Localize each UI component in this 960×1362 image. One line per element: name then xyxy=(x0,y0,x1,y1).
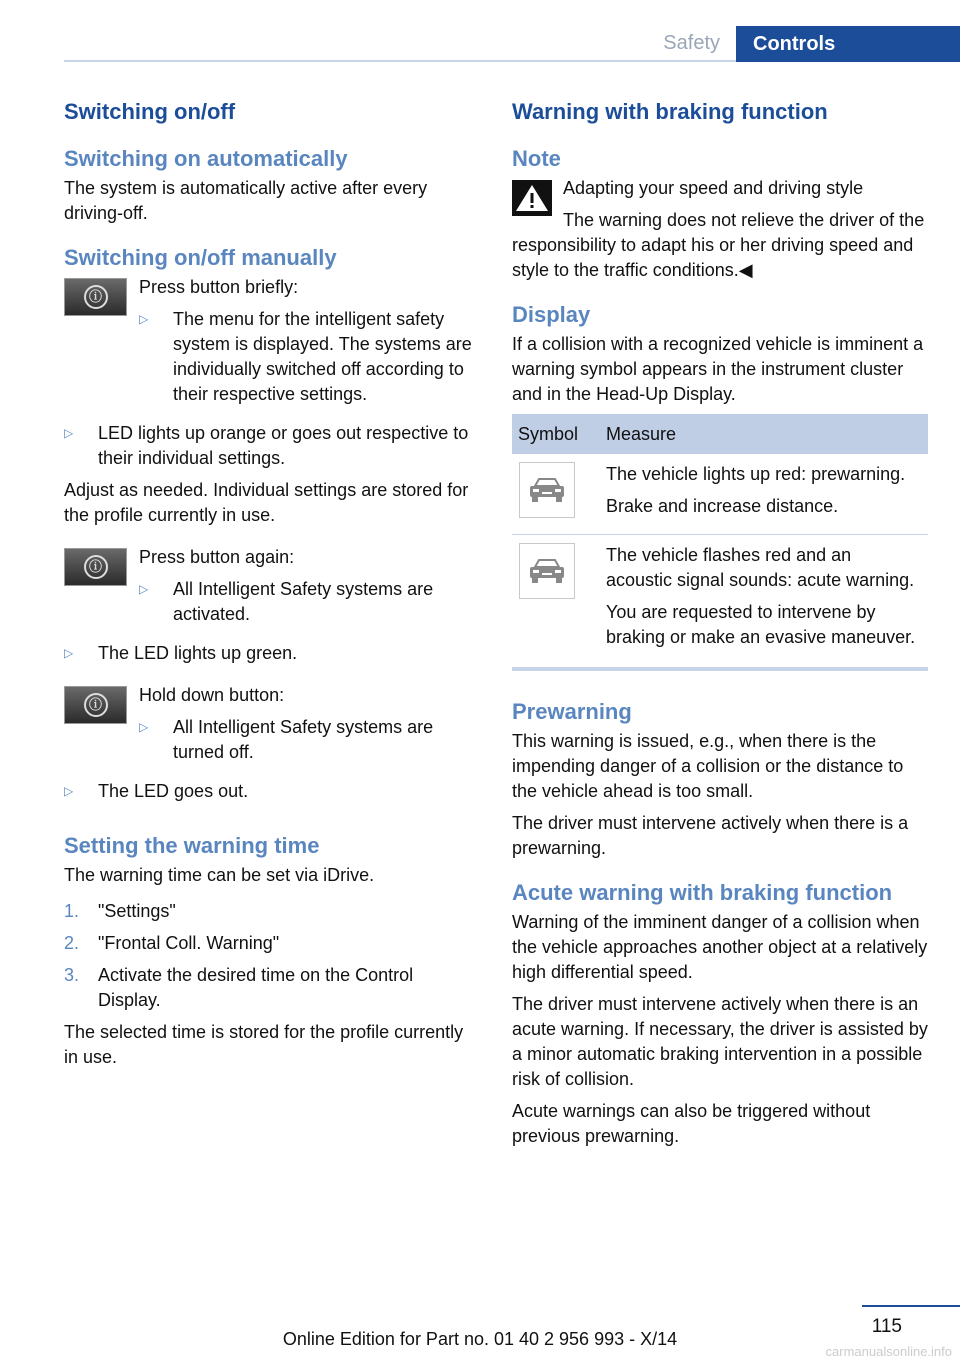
hold-down-label: Hold down button: xyxy=(139,685,285,705)
list-item: ▷ The menu for the intelligent safety system is displayed. The systems are individually switched off according to their respective settings. xyxy=(139,307,480,407)
press-again-label: Press button again: xyxy=(139,547,295,567)
warning-time-text: The warning time can be set via iDrive. xyxy=(64,865,375,885)
car-front-icon xyxy=(519,543,575,599)
heading-prewarning: Prewarning xyxy=(512,699,632,724)
prewarning-text1: This warning is issued, e.g., when there is the impending danger of a collision or the distance to the vehicle ahead is too small. xyxy=(512,731,904,801)
page-number: 115 xyxy=(871,1316,902,1337)
table-header-measure: Measure xyxy=(600,414,928,454)
watermark: carmanualsonline.info xyxy=(825,1344,952,1359)
hold-down-row xyxy=(64,683,480,772)
warning-triangle-icon xyxy=(512,180,552,216)
header-tab-controls: Controls xyxy=(736,26,960,62)
display-text: If a collision with a recognized vehicle is imminent a warning symbol appears in the instrument cluster and in the Head-Up Display. xyxy=(512,334,924,404)
heading-switching-on-automatically: Switching on automatically xyxy=(64,146,348,171)
prewarning-text2: The driver must intervene actively when there is a prewarning. xyxy=(512,813,909,858)
symbol-table xyxy=(512,414,928,671)
press-again-row xyxy=(64,545,480,634)
heading-display: Display xyxy=(512,302,591,327)
list-item: ▷ All Intelligent Safety systems are turned off. xyxy=(139,715,480,765)
stored-text: The selected time is stored for the profile currently in use. xyxy=(64,1022,464,1067)
table-row: The vehicle flashes red and an acoustic signal sounds: acute warning. You are requested to intervene by braking or make an evasive maneuver. xyxy=(512,535,928,670)
table-row: The vehicle lights up red: prewarning. Brake and increase distance. xyxy=(512,454,928,535)
heading-setting-warning-time: Setting the warning time xyxy=(64,833,320,858)
list-item: ▷ LED lights up orange or goes out respective to their individual settings. xyxy=(64,421,480,471)
note-line2: The warning does not relieve the driver of the responsibility to adapt his or her driving speed and style to the traffic conditions.◀ xyxy=(512,210,925,280)
heading-acute-warning: Acute warning with braking function xyxy=(512,880,893,905)
acute-text1: Warning of the imminent danger of a collision when the vehicle approaches another object at a relatively high differential speed. xyxy=(512,912,928,982)
edition-footer: Online Edition for Part no. 01 40 2 956 993 - X/14 xyxy=(282,1329,678,1349)
heading-warning-braking: Warning with braking function xyxy=(512,99,828,124)
press-briefly-label: Press button briefly: xyxy=(139,277,299,297)
list-item: ▷ The LED lights up green. xyxy=(64,641,480,666)
footer-rule xyxy=(862,1305,960,1307)
right-column xyxy=(512,98,928,1156)
intelligent-safety-button-icon: ⓘ xyxy=(64,686,127,724)
heading-switching-on-off: Switching on/off xyxy=(64,99,236,124)
acute-text3: Acute warnings can also be triggered without previous prewarning. xyxy=(512,1101,871,1146)
auto-text: The system is automatically active after every driving-off. xyxy=(64,178,428,223)
heading-switching-manually: Switching on/off manually xyxy=(64,245,337,270)
list-item: 1. "Settings" xyxy=(64,901,176,921)
car-front-icon xyxy=(519,462,575,518)
triangle-right-icon: ▷ xyxy=(64,646,74,660)
acute-text2: The driver must intervene actively when there is an acute warning. If necessary, the driver is assisted by a minor automatic braking intervention in a possible risk of collision. xyxy=(512,994,928,1089)
list-item: 2. "Frontal Coll. Warning" xyxy=(64,933,280,953)
list-item: ▷ All Intelligent Safety systems are activated. xyxy=(139,577,480,627)
list-item: 3. Activate the desired time on the Control Display. xyxy=(64,965,414,1010)
list-item: ▷ The LED goes out. xyxy=(64,779,480,804)
intelligent-safety-button-icon: ⓘ xyxy=(64,278,127,316)
triangle-right-icon: ▷ xyxy=(64,426,74,440)
note-line1: Adapting your speed and driving style xyxy=(563,178,864,198)
press-briefly-row xyxy=(64,275,480,414)
note-block xyxy=(512,176,928,201)
table-header-symbol: Symbol xyxy=(512,414,600,454)
triangle-right-icon: ▷ xyxy=(64,784,74,798)
heading-note: Note xyxy=(512,146,561,171)
left-column xyxy=(64,98,480,1077)
adjust-text: Adjust as needed. Individual settings are stored for the profile currently in use. xyxy=(64,480,469,525)
header-tab-safety: Safety xyxy=(663,32,720,54)
triangle-right-icon: ▷ xyxy=(139,720,149,734)
triangle-right-icon: ▷ xyxy=(139,582,149,596)
intelligent-safety-button-icon: ⓘ xyxy=(64,548,127,586)
triangle-right-icon: ▷ xyxy=(139,312,149,326)
